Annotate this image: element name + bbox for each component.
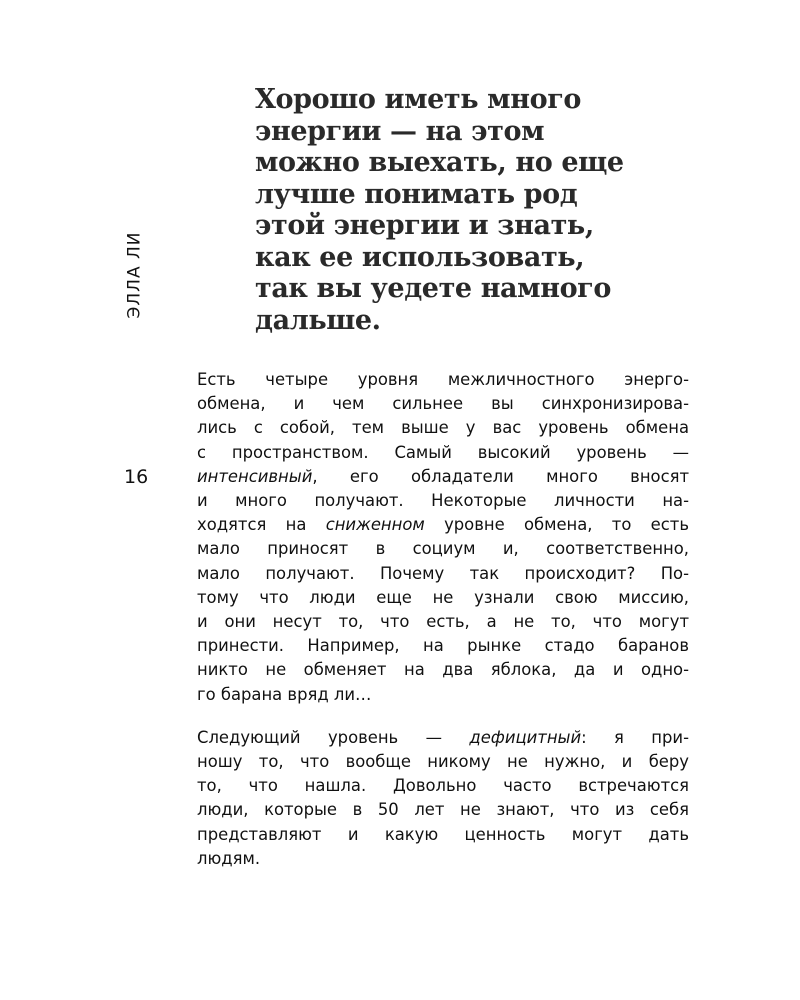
text-line: и они несут то, что есть, а не то, что могут [197, 612, 689, 632]
text-line: го барана вряд ли… [197, 684, 372, 704]
text-line: Есть четыре уровня межличностного энерго- [197, 370, 689, 389]
text-fragment: уровне обмена, то есть [424, 515, 689, 535]
quote-line: Хорошо иметь много [255, 84, 581, 115]
quote-line: энергии — на этом [255, 115, 545, 147]
quote-line: как ее использовать, [255, 241, 585, 273]
quote-line: лучше понимать род [255, 178, 578, 210]
text-line [197, 513, 689, 537]
body-text [197, 368, 689, 871]
text-fragment: , его обладатели много вносят [312, 466, 689, 486]
text-line: с пространством. Самый высокий уровень — [197, 442, 689, 462]
italic-term-intensive: интенсивный [197, 466, 313, 486]
pull-quote [255, 84, 675, 336]
text-line [197, 726, 689, 750]
text-line: люди, которые в 50 лет не знают, что из себя [197, 800, 689, 820]
text-line: представляют и какую ценность могут дать [197, 824, 689, 844]
quote-line: можно выехать, но еще [255, 147, 624, 178]
quote-line: этой энергии и знать, [255, 210, 594, 241]
paragraph-2 [197, 726, 689, 871]
text-line: тому что люди еще не узнали свою миссию, [197, 587, 689, 607]
text-fragment: Следующий уровень — [197, 727, 470, 747]
text-line: ношу то, что вообще никому не нужно, и беру [197, 752, 689, 772]
text-fragment: : я при- [581, 727, 689, 747]
page-number: 16 [124, 466, 149, 488]
italic-term-deficit: дефицитный [469, 727, 582, 747]
text-line: то, что нашла. Довольно часто встречаются [197, 776, 689, 796]
text-line [197, 465, 689, 489]
running-head-text: ЭЛЛА ЛИ [124, 231, 145, 319]
quote-line: так вы уедете намного [255, 273, 611, 304]
text-fragment: ходятся на [197, 515, 326, 535]
quote-line: дальше. [255, 304, 381, 336]
text-line: никто не обменяет на два яблока, да и одно- [197, 660, 689, 680]
running-head [120, 231, 148, 319]
text-line: лись с собой, тем выше у вас уровень обмена [197, 418, 689, 438]
italic-term-reduced: сниженном [325, 515, 425, 535]
text-line: принести. Например, на рынке стадо баранов [197, 636, 689, 656]
paragraph-1 [197, 368, 689, 707]
text-line: обмена, и чем сильнее вы синхронизирова- [197, 394, 689, 414]
text-line: мало приносят в социум и, соответственно, [197, 539, 689, 559]
text-line: людям. [197, 848, 261, 868]
text-line: и много получают. Некоторые личности на- [197, 491, 689, 511]
text-line: мало получают. Почему так происходит? По- [197, 563, 689, 583]
